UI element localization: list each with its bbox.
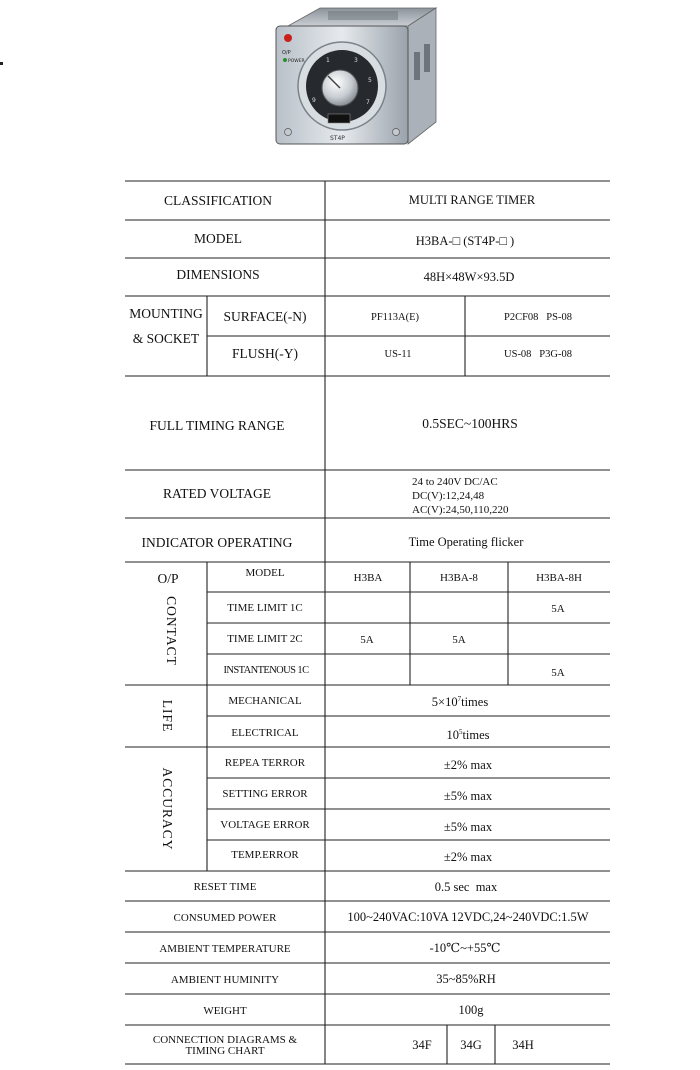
mechanical-label: MECHANICAL bbox=[228, 695, 302, 707]
op-model-3: H3BA-8H bbox=[536, 572, 582, 584]
led-label-power: POWER bbox=[288, 59, 305, 64]
timing-value: 0.5SEC~100HRS bbox=[422, 416, 518, 431]
dial-mark: 7 bbox=[366, 99, 370, 106]
mechanical-value: $5\times 10^7times$ bbox=[431, 695, 489, 709]
weight-label: WEIGHT bbox=[203, 1005, 247, 1017]
time-limit-2c-value-2: 5A bbox=[452, 634, 466, 646]
flush-value-1: US-11 bbox=[384, 349, 412, 360]
flush-label: FLUSH(-Y) bbox=[232, 346, 298, 361]
voltage-error-value: ±5% max bbox=[443, 820, 493, 834]
table-labels bbox=[129, 193, 589, 1057]
accuracy-label: ACCURACY bbox=[160, 767, 175, 851]
time-limit-1c-value-3: 5A bbox=[551, 603, 565, 615]
op-model-2: H3BA-8 bbox=[440, 572, 478, 584]
connection-34h: 34H bbox=[512, 1038, 534, 1052]
dial-mark: 3 bbox=[354, 57, 358, 64]
consumed-power-label: CONSUMED POWER bbox=[173, 912, 277, 924]
ambient-temperature-label: AMBIENT TEMPERATURE bbox=[159, 943, 291, 955]
time-limit-2c-value-1: 5A bbox=[360, 634, 374, 646]
dial-mark: 5 bbox=[368, 77, 372, 84]
life-label: LIFE bbox=[160, 699, 175, 733]
flush-value-2: US-08 P3G-08 bbox=[504, 349, 572, 360]
classification-value: MULTI RANGE TIMER bbox=[408, 193, 536, 207]
surface-label: SURFACE(-N) bbox=[223, 309, 307, 324]
op-model-1: H3BA bbox=[353, 572, 383, 584]
mounting-label-line2: & SOCKET bbox=[132, 331, 200, 346]
timing-label: FULL TIMING RANGE bbox=[149, 418, 285, 433]
dimensions-label: DIMENSIONS bbox=[176, 267, 260, 282]
setting-error-value: ±5% max bbox=[443, 789, 493, 803]
reset-time-value: 0.5 sec max bbox=[434, 880, 498, 894]
contact-label: CONTACT bbox=[164, 596, 179, 666]
temp-error-label: TEMP.ERROR bbox=[231, 849, 299, 861]
connection-34f: 34F bbox=[412, 1038, 432, 1052]
indicator-label: INDICATOR OPERATING bbox=[141, 535, 293, 550]
electrical-value: $10^5times$ bbox=[446, 728, 490, 742]
op-label: O/P bbox=[157, 571, 179, 586]
ambient-humidity-label: AMBIENT HUMINITY bbox=[170, 974, 280, 986]
voltage-line-3: AC(V):24,50,110,220 bbox=[412, 504, 509, 516]
consumed-power-value: 100~240VAC:10VA 12VDC,24~240VDC:1.5W bbox=[347, 910, 589, 924]
dial-mark: 1 bbox=[326, 57, 330, 64]
surface-value-2: P2CF08 PS-08 bbox=[504, 312, 572, 323]
instantaneous-label: INSTANTENOUS 1C bbox=[223, 665, 309, 676]
setting-error-label: SETTING ERROR bbox=[222, 788, 308, 800]
surface-value-1: PF113A(E) bbox=[370, 312, 420, 323]
instantaneous-value-3: 5A bbox=[551, 667, 565, 679]
dimensions-value: 48H×48W×93.5D bbox=[423, 270, 515, 284]
ambient-humidity-value: 35~85%RH bbox=[436, 972, 496, 986]
model-label: MODEL bbox=[194, 231, 242, 246]
time-limit-2c-label: TIME LIMIT 2C bbox=[227, 633, 303, 645]
ambient-temperature-value: -10℃~+55℃ bbox=[429, 941, 501, 955]
op-model-label: MODEL bbox=[245, 567, 285, 579]
dial-mark: 9 bbox=[312, 97, 316, 104]
voltage-line-2: DC(V):12,24,48 bbox=[412, 490, 485, 502]
reset-time-label: RESET TIME bbox=[193, 881, 257, 893]
electrical-label: ELECTRICAL bbox=[231, 727, 299, 739]
voltage-error-label: VOLTAGE ERROR bbox=[220, 819, 310, 831]
weight-value: 100g bbox=[458, 1003, 484, 1017]
indicator-value: Time Operating flicker bbox=[408, 535, 524, 549]
connection-34g: 34G bbox=[460, 1038, 482, 1052]
voltage-label: RATED VOLTAGE bbox=[162, 486, 272, 501]
connection-label-line2: TIMING CHART bbox=[185, 1045, 265, 1057]
temp-error-value: ±2% max bbox=[443, 850, 493, 864]
voltage-line-1: 24 to 240V DC/AC bbox=[412, 476, 498, 488]
connection-label-line1: CONNECTION DIAGRAMS & bbox=[152, 1034, 298, 1046]
mounting-label-line1: MOUNTING bbox=[129, 306, 203, 321]
repeat-error-value: ±2% max bbox=[443, 758, 493, 772]
time-limit-1c-label: TIME LIMIT 1C bbox=[227, 602, 303, 614]
classification-label: CLASSIFICATION bbox=[163, 193, 273, 208]
model-value: H3BA-□ (ST4P-□ ) bbox=[415, 234, 515, 248]
led-label-op: O/P bbox=[282, 50, 291, 56]
repeat-error-label: REPEA TERROR bbox=[224, 757, 306, 769]
device-label: ST4P bbox=[330, 135, 345, 142]
